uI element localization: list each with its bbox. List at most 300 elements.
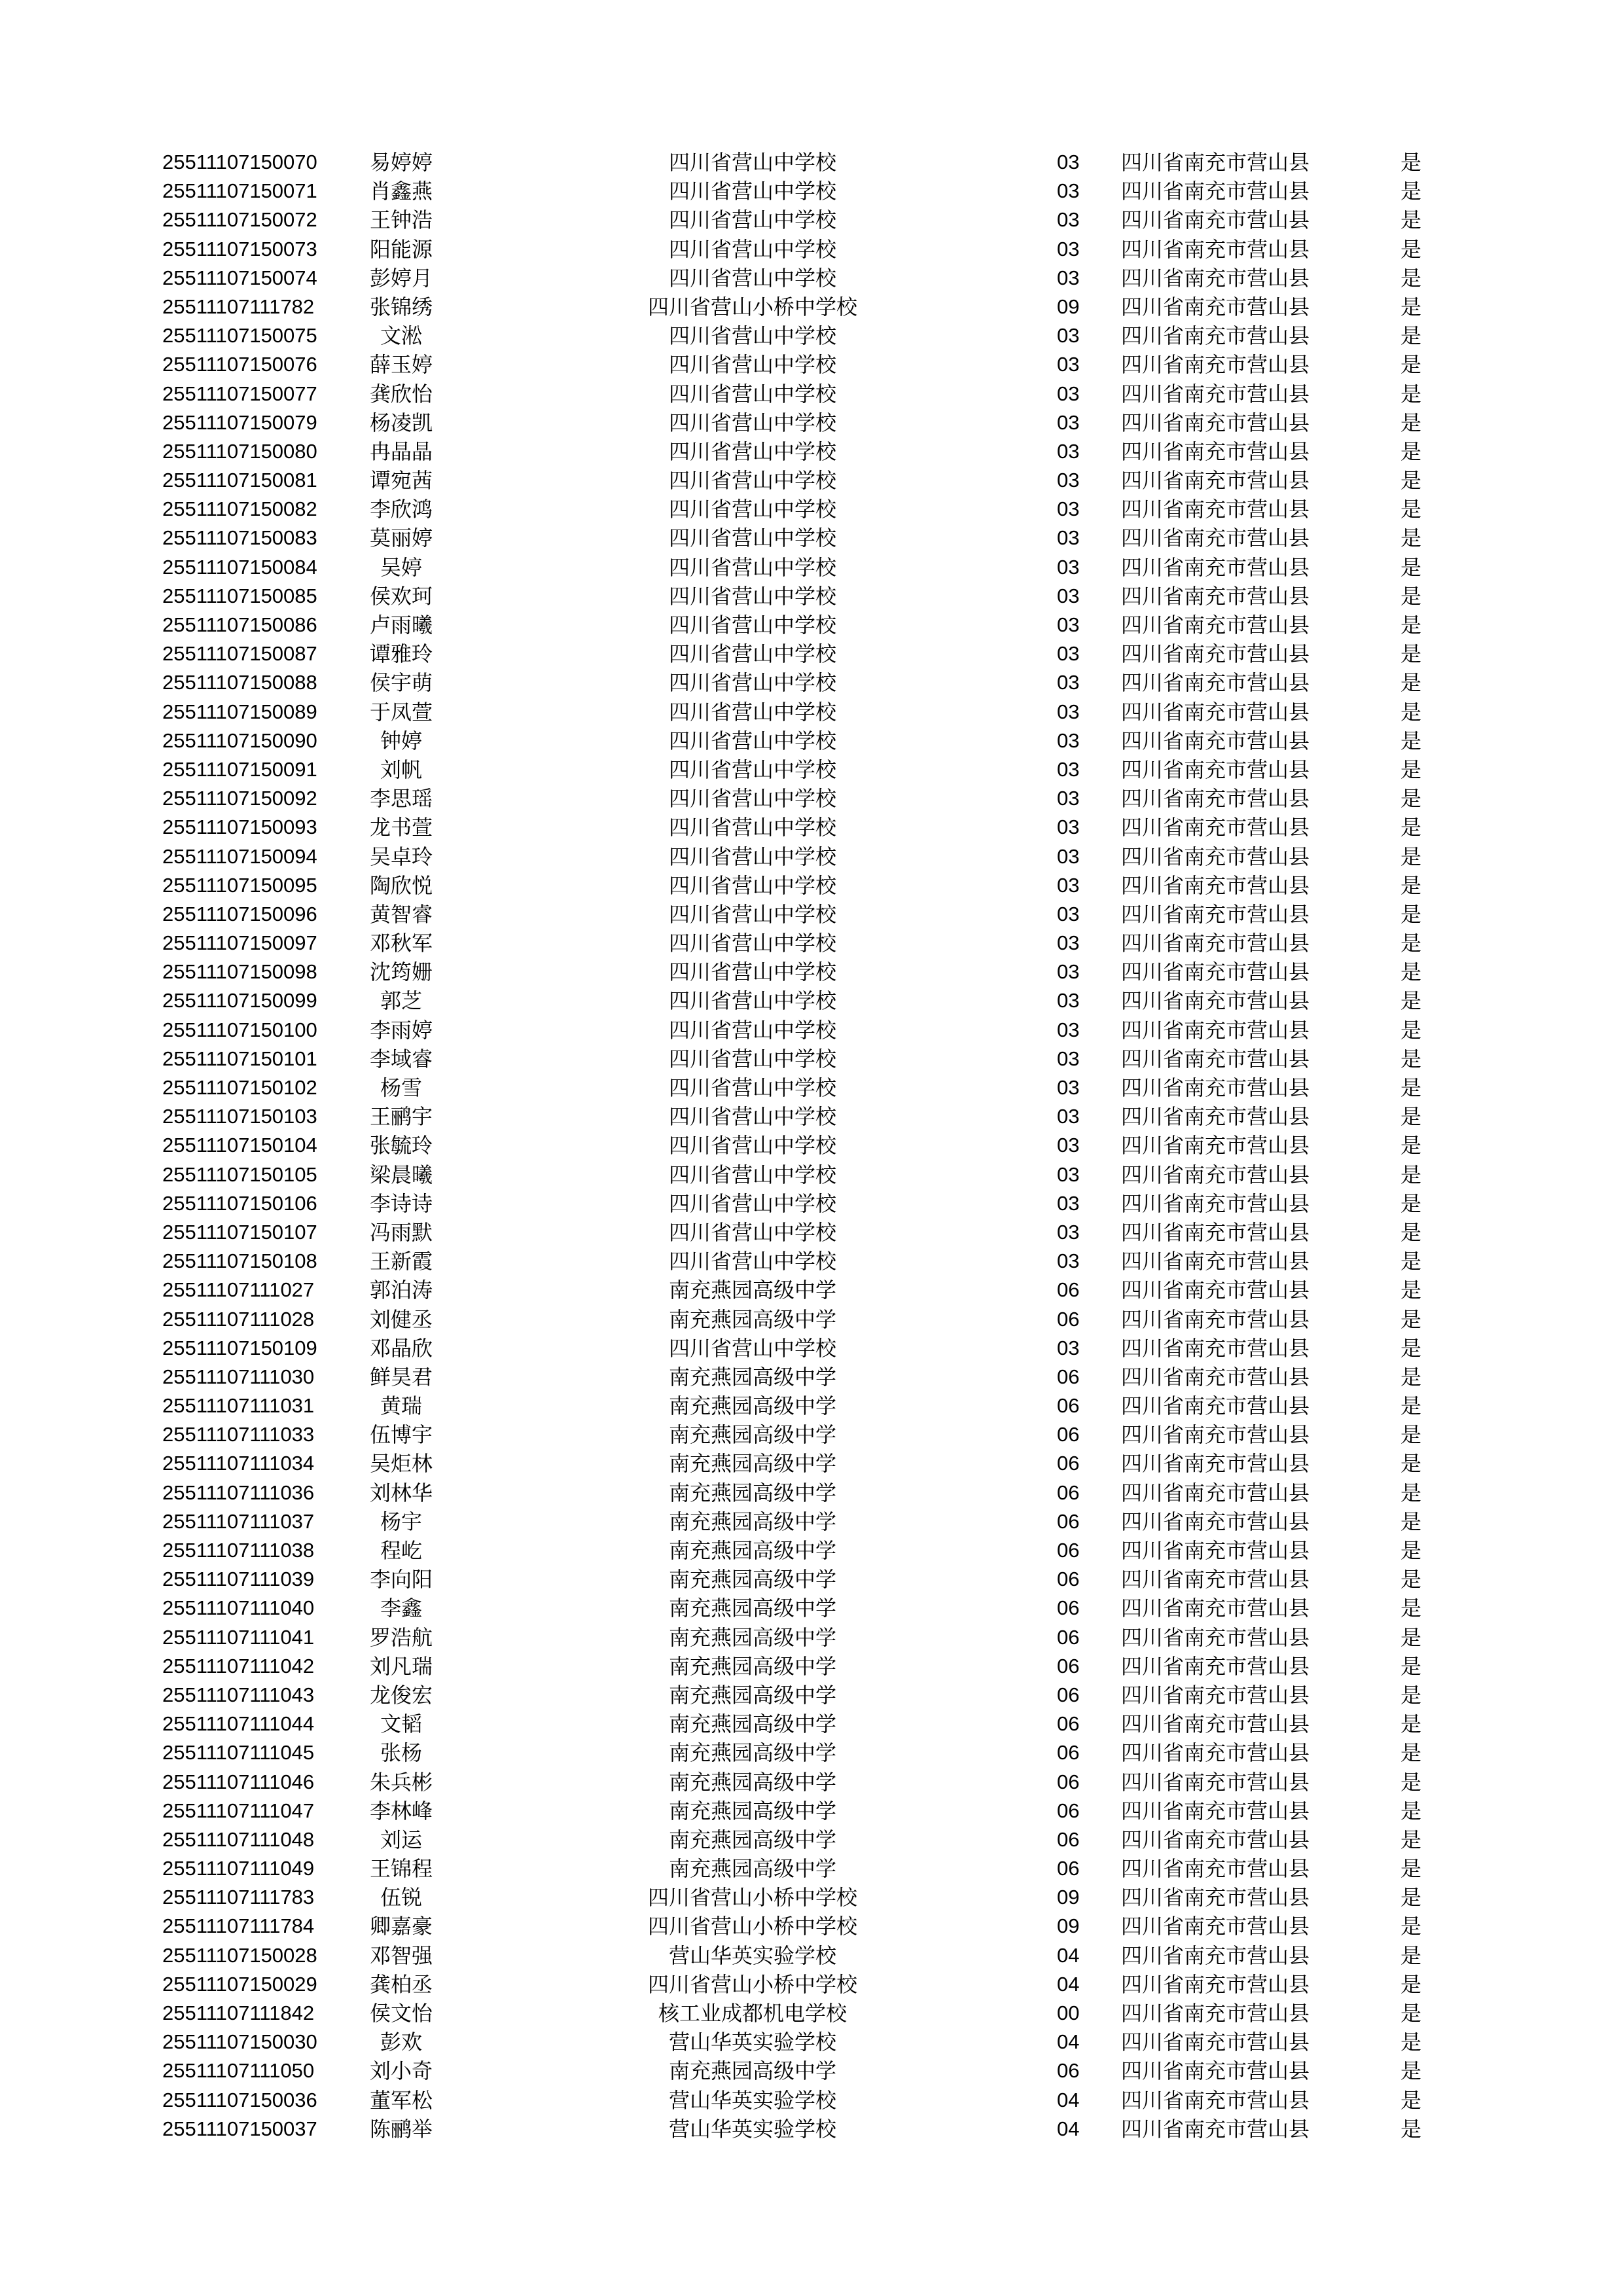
table-row bbox=[0, 408, 1623, 437]
table-row bbox=[0, 784, 1623, 813]
student-name-cell: 张杨 bbox=[380, 1740, 422, 1766]
region-cell: 四川省南充市营山县 bbox=[1121, 179, 1310, 204]
status-flag-cell: 是 bbox=[1400, 699, 1422, 725]
region-cell: 四川省南充市营山县 bbox=[1121, 1451, 1310, 1477]
student-name-cell: 卢雨曦 bbox=[369, 613, 433, 637]
student-id-cell: 25511107111033 bbox=[162, 1423, 315, 1446]
table-row bbox=[0, 842, 1623, 871]
student-id-cell: 25511107150103 bbox=[162, 1105, 317, 1128]
student-name-cell: 卿嘉豪 bbox=[369, 1914, 433, 1939]
category-code-cell: 04 bbox=[1057, 2030, 1080, 2054]
school-cell: 四川省营山中学校 bbox=[668, 1191, 836, 1216]
status-flag-cell: 是 bbox=[1400, 265, 1422, 291]
student-id-cell: 25511107111036 bbox=[162, 1480, 315, 1504]
table-row bbox=[0, 148, 1623, 177]
table-row bbox=[0, 755, 1623, 784]
status-flag-cell: 是 bbox=[1400, 1943, 1422, 1968]
table-row bbox=[0, 1825, 1623, 1854]
student-name-cell: 刘运 bbox=[380, 1827, 422, 1852]
school-cell: 四川省营山中学校 bbox=[668, 323, 836, 349]
school-cell: 营山华英实验学校 bbox=[668, 2087, 836, 2113]
student-id-cell: 25511107150097 bbox=[162, 931, 317, 955]
status-flag-cell: 是 bbox=[1400, 497, 1422, 522]
student-id-cell: 25511107150100 bbox=[162, 1018, 317, 1041]
category-code-cell: 03 bbox=[1057, 1134, 1080, 1157]
category-code-cell: 03 bbox=[1057, 1047, 1080, 1070]
student-id-cell: 25511107150102 bbox=[162, 1076, 317, 1099]
school-cell: 南充燕园高级中学 bbox=[668, 1740, 836, 1766]
category-code-cell: 03 bbox=[1057, 353, 1080, 376]
status-flag-cell: 是 bbox=[1400, 1075, 1422, 1100]
table-row bbox=[0, 582, 1623, 611]
status-flag-cell: 是 bbox=[1400, 1306, 1422, 1332]
student-name-cell: 伍锐 bbox=[380, 1885, 422, 1910]
category-code-cell: 06 bbox=[1057, 1423, 1080, 1446]
school-cell: 营山华英实验学校 bbox=[668, 1943, 836, 1968]
status-flag-cell: 是 bbox=[1400, 960, 1422, 985]
school-cell: 南充燕园高级中学 bbox=[668, 1596, 836, 1621]
student-id-cell: 25511107111043 bbox=[162, 1683, 315, 1706]
school-cell: 四川省营山中学校 bbox=[668, 150, 836, 175]
table-row bbox=[0, 958, 1623, 986]
category-code-cell: 04 bbox=[1057, 2117, 1080, 2140]
category-code-cell: 06 bbox=[1057, 1770, 1080, 1793]
school-cell: 四川省营山中学校 bbox=[668, 901, 836, 927]
category-code-cell: 03 bbox=[1057, 266, 1080, 289]
region-cell: 四川省南充市营山县 bbox=[1121, 1422, 1310, 1448]
status-flag-cell: 是 bbox=[1400, 670, 1422, 696]
category-code-cell: 03 bbox=[1057, 700, 1080, 723]
table-row bbox=[0, 1045, 1623, 1073]
region-cell: 四川省南充市营山县 bbox=[1121, 583, 1310, 609]
student-id-cell: 25511107150085 bbox=[162, 584, 317, 607]
table-row bbox=[0, 1363, 1623, 1391]
table-row bbox=[0, 553, 1623, 582]
student-name-cell: 侯欢珂 bbox=[369, 583, 433, 609]
region-cell: 四川省南充市营山县 bbox=[1121, 323, 1310, 349]
status-flag-cell: 是 bbox=[1400, 1393, 1422, 1419]
category-code-cell: 03 bbox=[1057, 787, 1080, 810]
status-flag-cell: 是 bbox=[1400, 439, 1422, 464]
table-row bbox=[0, 177, 1623, 206]
student-id-cell: 25511107150029 bbox=[162, 1972, 317, 1996]
status-flag-cell: 是 bbox=[1400, 410, 1422, 435]
student-id-cell: 25511107150093 bbox=[162, 816, 317, 839]
category-code-cell: 03 bbox=[1057, 1018, 1080, 1041]
student-name-cell: 邓秋军 bbox=[369, 931, 433, 956]
student-id-cell: 25511107150091 bbox=[162, 757, 317, 781]
student-id-cell: 25511107111038 bbox=[162, 1539, 315, 1562]
status-flag-cell: 是 bbox=[1400, 1712, 1422, 1737]
region-cell: 四川省南充市营山县 bbox=[1121, 670, 1310, 696]
region-cell: 四川省南充市营山县 bbox=[1121, 2001, 1310, 2026]
student-name-cell: 文淞 bbox=[380, 323, 422, 349]
region-cell: 四川省南充市营山县 bbox=[1121, 1104, 1310, 1130]
region-cell: 四川省南充市营山县 bbox=[1121, 1046, 1310, 1071]
status-flag-cell: 是 bbox=[1400, 1451, 1422, 1477]
category-code-cell: 03 bbox=[1057, 728, 1080, 752]
school-cell: 南充燕园高级中学 bbox=[668, 1712, 836, 1737]
student-id-cell: 25511107150036 bbox=[162, 2088, 317, 2111]
category-code-cell: 03 bbox=[1057, 960, 1080, 984]
status-flag-cell: 是 bbox=[1400, 1653, 1422, 1679]
table-row bbox=[0, 1479, 1623, 1507]
status-flag-cell: 是 bbox=[1400, 1249, 1422, 1274]
table-row bbox=[0, 2056, 1623, 2085]
student-name-cell: 郭泊涛 bbox=[369, 1278, 433, 1303]
school-cell: 四川省营山中学校 bbox=[668, 1075, 836, 1100]
table-row bbox=[0, 871, 1623, 900]
student-id-cell: 25511107111027 bbox=[162, 1278, 315, 1302]
category-code-cell: 04 bbox=[1057, 2088, 1080, 2111]
status-flag-cell: 是 bbox=[1400, 1509, 1422, 1534]
table-row bbox=[0, 1189, 1623, 1218]
table-row bbox=[0, 1912, 1623, 1941]
table-row bbox=[0, 813, 1623, 842]
student-name-cell: 黄瑞 bbox=[380, 1393, 422, 1419]
category-code-cell: 06 bbox=[1057, 1307, 1080, 1331]
school-cell: 营山华英实验学校 bbox=[668, 2116, 836, 2142]
student-name-cell: 刘帆 bbox=[380, 757, 422, 782]
student-name-cell: 吴婷 bbox=[380, 554, 422, 580]
table-row bbox=[0, 1854, 1623, 1883]
student-name-cell: 王锦程 bbox=[369, 1856, 433, 1882]
category-code-cell: 03 bbox=[1057, 439, 1080, 463]
school-cell: 四川省营山中学校 bbox=[668, 265, 836, 291]
category-code-cell: 04 bbox=[1057, 1943, 1080, 1967]
status-flag-cell: 是 bbox=[1400, 1769, 1422, 1795]
student-name-cell: 阳能源 bbox=[369, 236, 433, 262]
student-name-cell: 莫丽婷 bbox=[369, 526, 433, 551]
school-cell: 四川省营山小桥中学校 bbox=[647, 1885, 857, 1910]
table-row bbox=[0, 611, 1623, 639]
category-code-cell: 03 bbox=[1057, 844, 1080, 868]
category-code-cell: 03 bbox=[1057, 151, 1080, 173]
status-flag-cell: 是 bbox=[1400, 1219, 1422, 1245]
category-code-cell: 03 bbox=[1057, 902, 1080, 925]
student-id-cell: 25511107111046 bbox=[162, 1770, 315, 1793]
school-cell: 四川省营山中学校 bbox=[668, 207, 836, 233]
school-cell: 四川省营山中学校 bbox=[668, 1219, 836, 1245]
category-code-cell: 06 bbox=[1057, 1827, 1080, 1851]
category-code-cell: 06 bbox=[1057, 1365, 1080, 1388]
status-flag-cell: 是 bbox=[1400, 1971, 1422, 1997]
table-row bbox=[0, 524, 1623, 552]
status-flag-cell: 是 bbox=[1400, 2087, 1422, 2113]
status-flag-cell: 是 bbox=[1400, 872, 1422, 898]
student-id-cell: 25511107111037 bbox=[162, 1509, 315, 1533]
student-name-cell: 陈鹂举 bbox=[369, 2116, 433, 2142]
table-row bbox=[0, 321, 1623, 350]
category-code-cell: 06 bbox=[1057, 1596, 1080, 1620]
student-id-cell: 25511107150081 bbox=[162, 469, 317, 492]
region-cell: 四川省南充市营山县 bbox=[1121, 554, 1310, 580]
student-id-cell: 25511107150109 bbox=[162, 1336, 317, 1359]
region-cell: 四川省南充市营山县 bbox=[1121, 786, 1310, 812]
status-flag-cell: 是 bbox=[1400, 2030, 1422, 2055]
status-flag-cell: 是 bbox=[1400, 844, 1422, 869]
region-cell: 四川省南充市营山县 bbox=[1121, 757, 1310, 782]
table-row bbox=[0, 1536, 1623, 1565]
region-cell: 四川省南充市营山县 bbox=[1121, 1740, 1310, 1766]
student-name-cell: 李诗诗 bbox=[369, 1191, 433, 1216]
student-name-cell: 钟婷 bbox=[380, 728, 422, 753]
status-flag-cell: 是 bbox=[1400, 757, 1422, 782]
region-cell: 四川省南充市营山县 bbox=[1121, 2116, 1310, 2142]
school-cell: 四川省营山中学校 bbox=[668, 1104, 836, 1130]
student-id-cell: 25511107111042 bbox=[162, 1654, 315, 1677]
category-code-cell: 03 bbox=[1057, 642, 1080, 666]
table-row bbox=[0, 1507, 1623, 1536]
status-flag-cell: 是 bbox=[1400, 1133, 1422, 1158]
school-cell: 四川省营山中学校 bbox=[668, 1017, 836, 1043]
region-cell: 四川省南充市营山县 bbox=[1121, 1191, 1310, 1216]
student-id-cell: 25511107150077 bbox=[162, 382, 317, 405]
table-row bbox=[0, 1334, 1623, 1363]
school-cell: 四川省营山中学校 bbox=[668, 410, 836, 435]
status-flag-cell: 是 bbox=[1400, 1624, 1422, 1650]
table-row bbox=[0, 1623, 1623, 1652]
school-cell: 四川省营山中学校 bbox=[668, 699, 836, 725]
region-cell: 四川省南充市营山县 bbox=[1121, 1856, 1310, 1882]
table-row bbox=[0, 380, 1623, 408]
school-cell: 四川省营山中学校 bbox=[668, 1162, 836, 1187]
region-cell: 四川省南充市营山县 bbox=[1121, 815, 1310, 840]
category-code-cell: 03 bbox=[1057, 1220, 1080, 1244]
school-cell: 四川省营山中学校 bbox=[668, 786, 836, 812]
student-name-cell: 薛玉婷 bbox=[369, 352, 433, 378]
status-flag-cell: 是 bbox=[1400, 1856, 1422, 1882]
category-code-cell: 03 bbox=[1057, 324, 1080, 348]
student-id-cell: 25511107111045 bbox=[162, 1741, 315, 1765]
region-cell: 四川省南充市营山县 bbox=[1121, 1971, 1310, 1997]
roster-table bbox=[0, 148, 1623, 2144]
region-cell: 四川省南充市营山县 bbox=[1121, 1798, 1310, 1823]
category-code-cell: 06 bbox=[1057, 2059, 1080, 2083]
student-name-cell: 龚欣怡 bbox=[369, 381, 433, 406]
school-cell: 南充燕园高级中学 bbox=[668, 1769, 836, 1795]
category-code-cell: 06 bbox=[1057, 1857, 1080, 1880]
region-cell: 四川省南充市营山县 bbox=[1121, 1769, 1310, 1795]
student-id-cell: 25511107111784 bbox=[162, 1914, 315, 1938]
school-cell: 四川省营山中学校 bbox=[668, 670, 836, 696]
category-code-cell: 03 bbox=[1057, 1336, 1080, 1359]
category-code-cell: 03 bbox=[1057, 1076, 1080, 1099]
student-name-cell: 刘凡瑞 bbox=[369, 1653, 433, 1679]
school-cell: 四川省营山中学校 bbox=[668, 439, 836, 464]
status-flag-cell: 是 bbox=[1400, 526, 1422, 551]
region-cell: 四川省南充市营山县 bbox=[1121, 1306, 1310, 1332]
region-cell: 四川省南充市营山县 bbox=[1121, 1624, 1310, 1650]
status-flag-cell: 是 bbox=[1400, 1914, 1422, 1939]
category-code-cell: 03 bbox=[1057, 584, 1080, 607]
student-name-cell: 李雨婷 bbox=[369, 1017, 433, 1043]
category-code-cell: 06 bbox=[1057, 1741, 1080, 1765]
student-id-cell: 25511107150070 bbox=[162, 151, 317, 173]
school-cell: 四川省营山中学校 bbox=[668, 988, 836, 1014]
student-id-cell: 25511107150092 bbox=[162, 787, 317, 810]
status-flag-cell: 是 bbox=[1400, 468, 1422, 493]
school-cell: 四川省营山中学校 bbox=[668, 872, 836, 898]
student-id-cell: 25511107111048 bbox=[162, 1827, 315, 1851]
table-row bbox=[0, 1970, 1623, 1999]
status-flag-cell: 是 bbox=[1400, 583, 1422, 609]
student-id-cell: 25511107150080 bbox=[162, 439, 317, 463]
student-id-cell: 25511107111044 bbox=[162, 1712, 315, 1736]
category-code-cell: 09 bbox=[1057, 1914, 1080, 1938]
status-flag-cell: 是 bbox=[1400, 728, 1422, 753]
status-flag-cell: 是 bbox=[1400, 150, 1422, 175]
region-cell: 四川省南充市营山县 bbox=[1121, 497, 1310, 522]
table-row bbox=[0, 1681, 1623, 1710]
category-code-cell: 03 bbox=[1057, 989, 1080, 1013]
region-cell: 四川省南充市营山县 bbox=[1121, 1596, 1310, 1621]
school-cell: 南充燕园高级中学 bbox=[668, 1798, 836, 1823]
table-row bbox=[0, 1160, 1623, 1189]
student-id-cell: 25511107111050 bbox=[162, 2059, 315, 2083]
category-code-cell: 06 bbox=[1057, 1799, 1080, 1822]
status-flag-cell: 是 bbox=[1400, 815, 1422, 840]
student-id-cell: 25511107150094 bbox=[162, 844, 317, 868]
table-row bbox=[0, 1883, 1623, 1912]
status-flag-cell: 是 bbox=[1400, 901, 1422, 927]
category-code-cell: 06 bbox=[1057, 1394, 1080, 1418]
category-code-cell: 03 bbox=[1057, 1105, 1080, 1128]
student-id-cell: 25511107150090 bbox=[162, 728, 317, 752]
student-name-cell: 谭雅玲 bbox=[369, 641, 433, 667]
school-cell: 四川省营山中学校 bbox=[668, 960, 836, 985]
table-row bbox=[0, 2115, 1623, 2144]
student-name-cell: 吴卓玲 bbox=[369, 844, 433, 869]
table-row bbox=[0, 1420, 1623, 1449]
student-name-cell: 罗浩航 bbox=[369, 1624, 433, 1650]
student-name-cell: 王新霞 bbox=[369, 1249, 433, 1274]
table-row bbox=[0, 1449, 1623, 1478]
student-id-cell: 25511107150082 bbox=[162, 497, 317, 521]
table-row bbox=[0, 293, 1623, 321]
school-cell: 四川省营山中学校 bbox=[668, 497, 836, 522]
region-cell: 四川省南充市营山县 bbox=[1121, 1393, 1310, 1419]
student-id-cell: 25511107150107 bbox=[162, 1220, 317, 1244]
region-cell: 四川省南充市营山县 bbox=[1121, 699, 1310, 725]
status-flag-cell: 是 bbox=[1400, 613, 1422, 637]
table-row bbox=[0, 1073, 1623, 1102]
status-flag-cell: 是 bbox=[1400, 641, 1422, 667]
student-id-cell: 25511107150084 bbox=[162, 555, 317, 579]
school-cell: 四川省营山中学校 bbox=[668, 583, 836, 609]
student-id-cell: 25511107111041 bbox=[162, 1625, 315, 1649]
school-cell: 四川省营山中学校 bbox=[668, 179, 836, 204]
student-id-cell: 25511107111039 bbox=[162, 1568, 315, 1591]
region-cell: 四川省南充市营山县 bbox=[1121, 988, 1310, 1014]
table-row bbox=[0, 1247, 1623, 1276]
status-flag-cell: 是 bbox=[1400, 988, 1422, 1014]
school-cell: 南充燕园高级中学 bbox=[668, 1624, 836, 1650]
student-id-cell: 25511107111842 bbox=[162, 2001, 315, 2024]
student-name-cell: 刘林华 bbox=[369, 1480, 433, 1505]
student-id-cell: 25511107150101 bbox=[162, 1047, 317, 1070]
category-code-cell: 09 bbox=[1057, 1886, 1080, 1909]
status-flag-cell: 是 bbox=[1400, 786, 1422, 812]
region-cell: 四川省南充市营山县 bbox=[1121, 236, 1310, 262]
school-cell: 四川省营山小桥中学校 bbox=[647, 1971, 857, 1997]
status-flag-cell: 是 bbox=[1400, 381, 1422, 406]
school-cell: 南充燕园高级中学 bbox=[668, 1538, 836, 1563]
category-code-cell: 06 bbox=[1057, 1625, 1080, 1649]
status-flag-cell: 是 bbox=[1400, 294, 1422, 319]
student-id-cell: 25511107150099 bbox=[162, 989, 317, 1013]
category-code-cell: 06 bbox=[1057, 1539, 1080, 1562]
school-cell: 南充燕园高级中学 bbox=[668, 1682, 836, 1708]
table-row bbox=[0, 1391, 1623, 1420]
student-name-cell: 李向阳 bbox=[369, 1567, 433, 1592]
table-row bbox=[0, 1652, 1623, 1681]
student-id-cell: 25511107150106 bbox=[162, 1191, 317, 1215]
category-code-cell: 06 bbox=[1057, 1712, 1080, 1736]
region-cell: 四川省南充市营山县 bbox=[1121, 381, 1310, 406]
status-flag-cell: 是 bbox=[1400, 1740, 1422, 1766]
region-cell: 四川省南充市营山县 bbox=[1121, 1133, 1310, 1158]
student-name-cell: 侯宇萌 bbox=[369, 670, 433, 696]
category-code-cell: 06 bbox=[1057, 1683, 1080, 1706]
region-cell: 四川省南充市营山县 bbox=[1121, 1017, 1310, 1043]
category-code-cell: 03 bbox=[1057, 613, 1080, 636]
status-flag-cell: 是 bbox=[1400, 207, 1422, 233]
school-cell: 四川省营山中学校 bbox=[668, 381, 836, 406]
student-name-cell: 沈筠姗 bbox=[369, 960, 433, 985]
student-name-cell: 杨宇 bbox=[380, 1509, 422, 1534]
category-code-cell: 09 bbox=[1057, 295, 1080, 318]
student-id-cell: 25511107111028 bbox=[162, 1307, 315, 1331]
status-flag-cell: 是 bbox=[1400, 1422, 1422, 1448]
school-cell: 南充燕园高级中学 bbox=[668, 1653, 836, 1679]
student-name-cell: 彭婷月 bbox=[369, 265, 433, 291]
region-cell: 四川省南充市营山县 bbox=[1121, 1914, 1310, 1939]
status-flag-cell: 是 bbox=[1400, 2058, 1422, 2084]
table-row bbox=[0, 1738, 1623, 1767]
student-id-cell: 25511107150079 bbox=[162, 410, 317, 434]
table-row bbox=[0, 2028, 1623, 2056]
school-cell: 四川省营山小桥中学校 bbox=[647, 294, 857, 319]
student-id-cell: 25511107111783 bbox=[162, 1886, 315, 1909]
table-row bbox=[0, 1131, 1623, 1160]
school-cell: 四川省营山中学校 bbox=[668, 1249, 836, 1274]
region-cell: 四川省南充市营山县 bbox=[1121, 1075, 1310, 1100]
school-cell: 南充燕园高级中学 bbox=[668, 1567, 836, 1592]
student-name-cell: 陶欣悦 bbox=[369, 872, 433, 898]
table-row bbox=[0, 2086, 1623, 2115]
category-code-cell: 06 bbox=[1057, 1480, 1080, 1504]
table-row bbox=[0, 900, 1623, 929]
student-name-cell: 冉晶晶 bbox=[369, 439, 433, 464]
region-cell: 四川省南充市营山县 bbox=[1121, 1249, 1310, 1274]
table-row bbox=[0, 986, 1623, 1015]
status-flag-cell: 是 bbox=[1400, 1567, 1422, 1592]
student-name-cell: 文韬 bbox=[380, 1712, 422, 1737]
student-id-cell: 25511107111031 bbox=[162, 1394, 315, 1418]
region-cell: 四川省南充市营山县 bbox=[1121, 1335, 1310, 1361]
school-cell: 南充燕园高级中学 bbox=[668, 1509, 836, 1534]
student-name-cell: 鲜昊君 bbox=[369, 1364, 433, 1390]
student-id-cell: 25511107150104 bbox=[162, 1134, 317, 1157]
region-cell: 四川省南充市营山县 bbox=[1121, 2030, 1310, 2055]
region-cell: 四川省南充市营山县 bbox=[1121, 1219, 1310, 1245]
region-cell: 四川省南充市营山县 bbox=[1121, 265, 1310, 291]
table-row bbox=[0, 929, 1623, 958]
region-cell: 四川省南充市营山县 bbox=[1121, 468, 1310, 493]
student-name-cell: 李林峰 bbox=[369, 1798, 433, 1823]
table-row bbox=[0, 1016, 1623, 1045]
